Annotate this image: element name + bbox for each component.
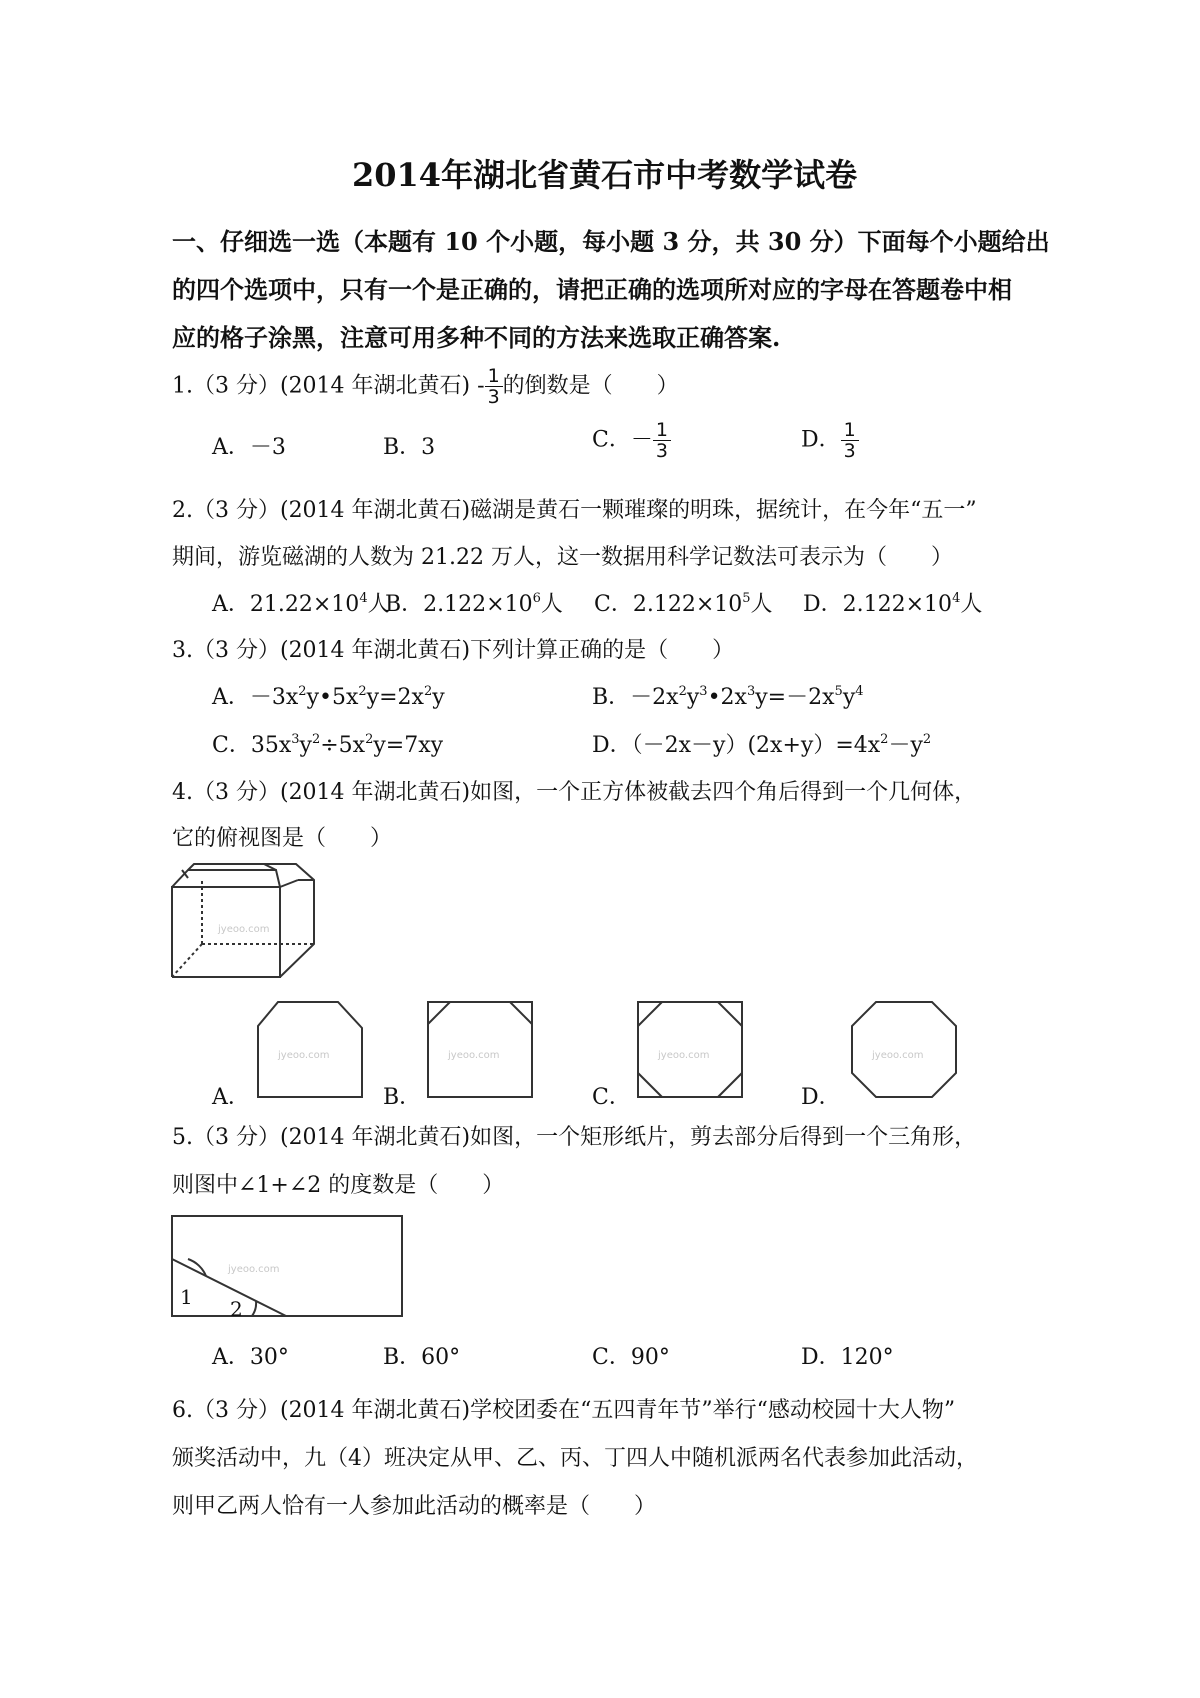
question-2-line-1: 2.（3 分）(2014 年湖北黄石)磁湖是黄石一颗璀璨的明珠，据统计，在今年“五一” xyxy=(172,498,977,523)
q5-option-c: C．90° xyxy=(592,1345,670,1370)
watermark-text: jyeoo.com xyxy=(448,1050,500,1061)
q4-option-d-label: D． xyxy=(801,1085,841,1110)
q2-option-c-base: C．2.122×10 xyxy=(594,592,743,617)
q5-option-b: B．60° xyxy=(383,1345,461,1370)
question-6-line-2: 颁奖活动中，九（4）班决定从甲、乙、丙、丁四人中随机派两名代表参加此活动， xyxy=(172,1446,978,1471)
watermark-text: jyeoo.com xyxy=(278,1050,330,1061)
question-1-prefix: 1.（3 分）(2014 年湖北黄石) - xyxy=(172,373,485,399)
q1-option-c-fraction xyxy=(653,420,671,461)
fraction-numerator: 1 xyxy=(485,366,503,387)
fraction-numerator: 1 xyxy=(653,420,671,441)
page-title: 2014年湖北省黄石市中考数学试卷 xyxy=(352,156,858,194)
q5-option-a: A．30° xyxy=(212,1345,289,1370)
q2-option-a xyxy=(212,587,390,618)
q2-option-d-exponent: 4 xyxy=(952,591,961,606)
q1-option-d-label: D． xyxy=(801,427,841,453)
q1-option-d-fraction xyxy=(841,420,859,461)
q4-option-c-label: C． xyxy=(592,1085,631,1110)
question-6-line-1: 6.（3 分）(2014 年湖北黄石)学校团委在“五四青年节”举行“感动校园十大人物” xyxy=(172,1398,956,1423)
q4-option-c-shape xyxy=(634,1000,746,1100)
question-4-line-1: 4.（3 分）(2014 年湖北黄石)如图，一个正方体被截去四个角后得到一个几何体， xyxy=(172,780,977,805)
q4-option-a-shape xyxy=(254,1000,366,1100)
truncated-cube-figure xyxy=(168,862,320,982)
cut-rectangle-figure xyxy=(168,1212,408,1322)
q2-option-b xyxy=(385,587,563,618)
q2-option-a-base: A．21.22×10 xyxy=(212,592,360,617)
watermark-text: jyeoo.com xyxy=(658,1050,710,1061)
fraction-denominator: 3 xyxy=(487,386,500,408)
q3-option-d: D．$(-2x-y)(2x+y)=4x^2-y^2$ xyxy=(592,732,932,758)
q2-option-b-base: B．2.122×10 xyxy=(385,592,533,617)
q3-option-a: A．$-3x^2y•5x^2y=2x^2y$ xyxy=(212,684,445,710)
watermark-text: jyeoo.com xyxy=(872,1050,924,1061)
svg-text:jyeoo.com: jyeoo.com xyxy=(218,924,270,935)
q2-option-a-unit: 人 xyxy=(367,592,390,617)
q2-option-c-exponent: 5 xyxy=(742,591,751,606)
fraction-numerator: 1 xyxy=(841,420,859,441)
question-2-line-2: 期间，游览磁湖的人数为 21.22 万人，这一数据用科学记数法可表示为（ ） xyxy=(172,545,953,570)
q2-option-b-unit: 人 xyxy=(540,592,563,617)
angle-2-label: 2 xyxy=(230,1297,243,1321)
q2-option-d-base: D．2.122×10 xyxy=(803,592,953,617)
q1-option-d xyxy=(801,420,859,461)
q4-option-b-label: B． xyxy=(383,1085,422,1110)
question-3-line-1: 3.（3 分）(2014 年湖北黄石)下列计算正确的是（ ） xyxy=(172,638,735,663)
q1-option-a: A．－3 xyxy=(212,435,286,460)
section-instruction-line-2: 的四个选项中，只有一个是正确的，请把正确的选项所对应的字母在答题卷中相 xyxy=(172,275,1012,304)
q2-option-d-unit: 人 xyxy=(960,592,983,617)
q4-option-b-shape xyxy=(424,1000,536,1100)
question-5-line-2: 则图中∠1+∠2 的度数是（ ） xyxy=(172,1173,505,1198)
question-6-line-3: 则甲乙两人恰有一人参加此活动的概率是（ ） xyxy=(172,1494,657,1519)
svg-text:jyeoo.com: jyeoo.com xyxy=(228,1264,280,1275)
angle-1-label: 1 xyxy=(180,1285,193,1309)
q2-option-b-exponent: 6 xyxy=(532,591,541,606)
q1-option-b: B．3 xyxy=(383,435,436,460)
question-1-suffix: 的倒数是（ ） xyxy=(502,373,679,399)
question-5-line-1: 5.（3 分）(2014 年湖北黄石)如图，一个矩形纸片，剪去部分后得到一个三角形， xyxy=(172,1125,977,1150)
q2-option-c-unit: 人 xyxy=(750,592,773,617)
q1-option-c xyxy=(592,420,671,461)
q5-option-d: D．120° xyxy=(801,1345,894,1370)
q2-option-c xyxy=(594,587,773,618)
fraction-denominator: 3 xyxy=(655,440,668,462)
question-4-line-2: 它的俯视图是（ ） xyxy=(172,826,393,851)
fraction-denominator: 3 xyxy=(843,440,856,462)
section-instruction-line-3: 应的格子涂黑，注意可用多种不同的方法来选取正确答案. xyxy=(172,323,781,352)
q3-option-b: B．$-2x^2y^3•2x^3y=-2x^5y^4$ xyxy=(592,684,864,710)
question-1 xyxy=(172,366,679,407)
q2-option-d xyxy=(803,587,982,618)
q4-option-d-shape xyxy=(848,1000,960,1100)
q2-option-a-exponent: 4 xyxy=(359,591,368,606)
q3-option-c: C．$35x^3y^2\div 5x^2y=7xy$ xyxy=(212,732,444,758)
q1-option-c-label: C．－ xyxy=(592,427,653,453)
section-instruction-line-1: 一、仔细选一选（本题有 10 个小题，每小题 3 分，共 30 分）下面每个小题给出 xyxy=(172,227,1050,256)
question-1-fraction xyxy=(485,366,503,407)
q4-option-a-label: A． xyxy=(212,1085,250,1110)
